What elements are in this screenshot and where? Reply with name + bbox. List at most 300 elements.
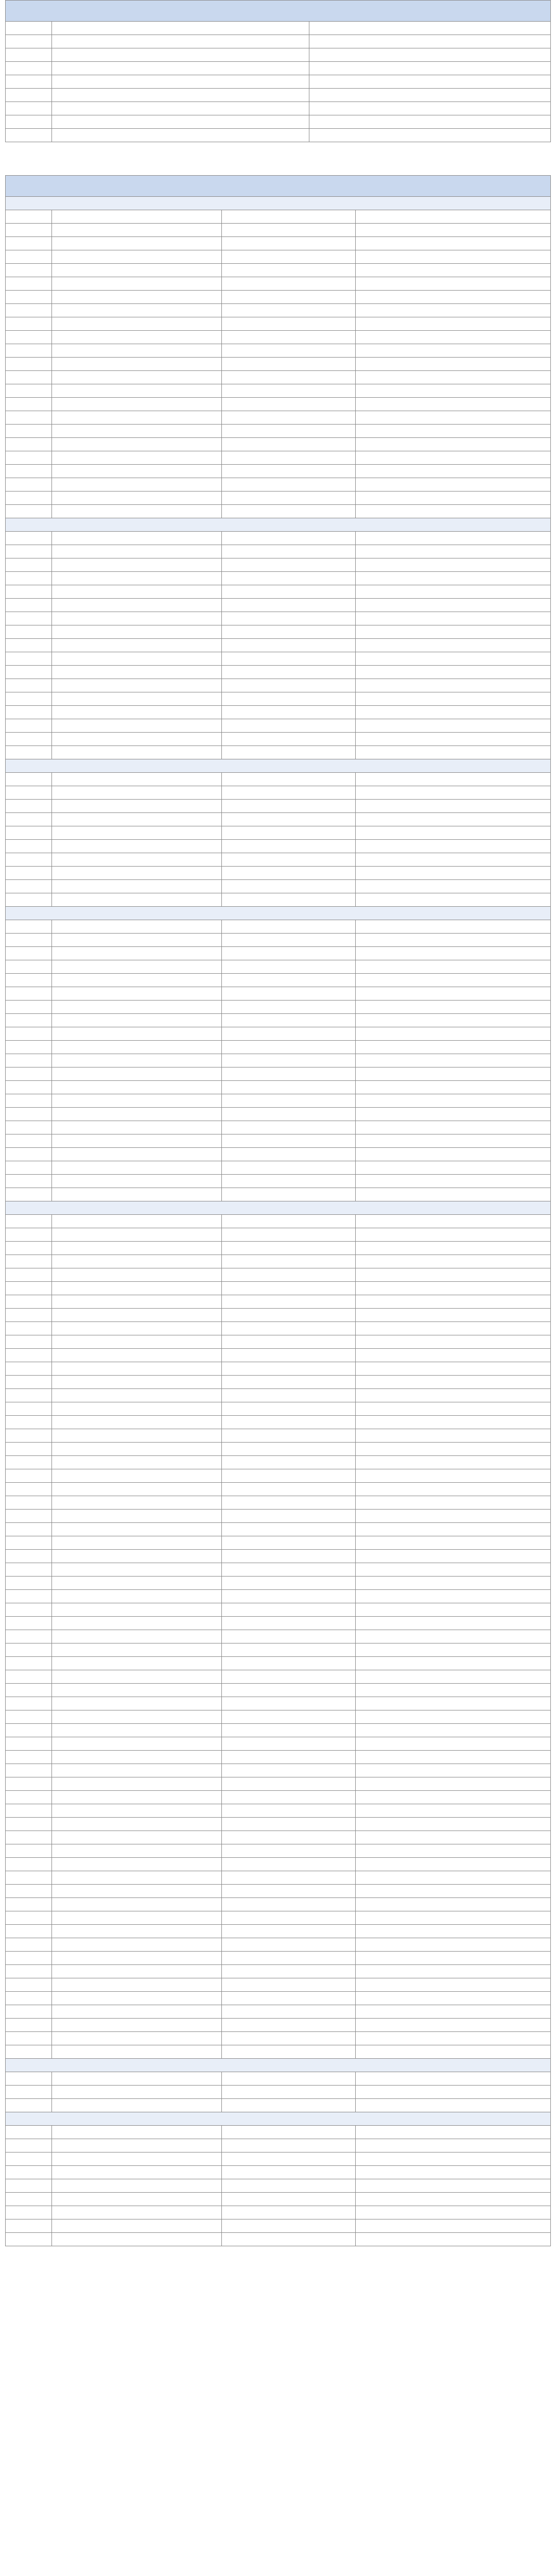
table-cell xyxy=(6,746,52,759)
table-cell xyxy=(356,1764,551,1777)
table-cell xyxy=(52,2206,222,2219)
table-cell xyxy=(222,1376,356,1389)
table-cell xyxy=(356,652,551,666)
table-cell xyxy=(356,934,551,947)
table-cell xyxy=(222,1751,356,1764)
table-row xyxy=(6,934,551,947)
table-cell xyxy=(356,2233,551,2246)
table-row xyxy=(6,2005,551,2019)
table-row xyxy=(6,1536,551,1550)
table-cell xyxy=(356,224,551,237)
table-row xyxy=(6,1630,551,1643)
col-header xyxy=(309,22,551,35)
table-cell xyxy=(222,277,356,291)
table-row xyxy=(6,692,551,706)
table-cell xyxy=(6,813,52,826)
table-cell xyxy=(222,425,356,438)
table-cell xyxy=(6,1054,52,1067)
table-cell xyxy=(356,840,551,853)
table-cell xyxy=(356,1938,551,1952)
table-cell xyxy=(52,893,222,907)
table-cell xyxy=(52,880,222,893)
table-cell xyxy=(6,1094,52,1108)
district-header-row xyxy=(6,197,551,210)
table-row xyxy=(6,719,551,733)
table-row xyxy=(6,237,551,250)
table-cell xyxy=(6,719,52,733)
table-cell xyxy=(52,1563,222,1577)
col-header xyxy=(222,2126,356,2139)
table-cell xyxy=(356,1563,551,1577)
table-cell xyxy=(6,1402,52,1416)
column-header-row xyxy=(6,920,551,934)
table-cell xyxy=(222,692,356,706)
table2-title xyxy=(5,175,551,196)
table-cell xyxy=(222,1697,356,1710)
table-cell xyxy=(222,558,356,572)
table-cell xyxy=(52,800,222,813)
table-row xyxy=(6,1804,551,1818)
table-cell xyxy=(356,1724,551,1737)
table-cell xyxy=(356,2005,551,2019)
table-cell xyxy=(356,505,551,518)
table-cell xyxy=(356,1456,551,1469)
table-row xyxy=(6,1148,551,1161)
table-cell xyxy=(356,545,551,558)
table-cell xyxy=(52,1818,222,1831)
table-cell xyxy=(6,2019,52,2032)
table-cell xyxy=(356,2045,551,2059)
table-cell xyxy=(6,572,52,585)
table-cell xyxy=(52,1001,222,1014)
table-cell xyxy=(6,1175,52,1188)
table-cell xyxy=(6,2032,52,2045)
table-cell xyxy=(222,1014,356,1027)
table-cell xyxy=(222,1764,356,1777)
table-cell xyxy=(52,1067,222,1081)
table-cell xyxy=(356,625,551,639)
table-row xyxy=(6,1255,551,1268)
table-cell xyxy=(52,612,222,625)
table-cell xyxy=(52,1858,222,1871)
table-cell xyxy=(222,880,356,893)
table-cell xyxy=(356,425,551,438)
col-header xyxy=(356,2072,551,2086)
table-cell xyxy=(6,585,52,599)
table-cell xyxy=(356,331,551,344)
table-cell xyxy=(6,880,52,893)
table-cell xyxy=(222,1925,356,1938)
table-row xyxy=(6,1590,551,1603)
table-row xyxy=(6,1550,551,1563)
district-header-row xyxy=(6,1201,551,1215)
table-cell xyxy=(222,960,356,974)
table-row xyxy=(6,1831,551,1844)
table-cell xyxy=(52,2019,222,2032)
table-cell xyxy=(222,331,356,344)
table-cell xyxy=(356,1965,551,1978)
district-name xyxy=(6,907,551,920)
table-cell xyxy=(356,2219,551,2233)
table-row xyxy=(6,115,551,129)
table-cell xyxy=(52,1389,222,1402)
table-cell xyxy=(52,1791,222,1804)
table-cell xyxy=(222,1456,356,1469)
table-cell xyxy=(222,826,356,840)
table-cell xyxy=(222,1429,356,1443)
district-name xyxy=(6,518,551,532)
table-cell xyxy=(356,1282,551,1295)
table-cell xyxy=(356,612,551,625)
table-row xyxy=(6,62,551,75)
table-cell xyxy=(356,1067,551,1081)
table-row xyxy=(6,291,551,304)
table-cell xyxy=(222,867,356,880)
table-cell xyxy=(6,1456,52,1469)
col-header xyxy=(6,2072,52,2086)
table-cell xyxy=(6,679,52,692)
table-cell xyxy=(6,438,52,451)
table-cell xyxy=(6,1510,52,1523)
table-cell xyxy=(356,572,551,585)
table-cell xyxy=(52,1242,222,1255)
table-cell xyxy=(6,1041,52,1054)
table-cell xyxy=(6,1871,52,1885)
table-row xyxy=(6,224,551,237)
table-cell xyxy=(222,545,356,558)
table-row xyxy=(6,639,551,652)
table-cell xyxy=(356,987,551,1001)
table-cell xyxy=(222,1081,356,1094)
table-cell xyxy=(356,853,551,867)
table-cell xyxy=(222,746,356,759)
table-cell xyxy=(52,1429,222,1443)
table-cell xyxy=(6,1603,52,1617)
table-cell xyxy=(356,1643,551,1657)
table-cell xyxy=(6,1898,52,1911)
table-row xyxy=(6,960,551,974)
district-name xyxy=(6,2059,551,2072)
table-row xyxy=(6,1081,551,1094)
table-cell xyxy=(52,1469,222,1483)
table-cell xyxy=(6,1108,52,1121)
table-cell xyxy=(222,1550,356,1563)
table-cell xyxy=(6,264,52,277)
table-cell xyxy=(52,545,222,558)
table-cell xyxy=(6,411,52,425)
table-row xyxy=(6,102,551,115)
table-cell xyxy=(6,1710,52,1724)
table-row xyxy=(6,358,551,371)
table-cell xyxy=(356,1844,551,1858)
table-cell xyxy=(52,1335,222,1349)
table-row xyxy=(6,384,551,398)
table-cell xyxy=(222,317,356,331)
table-cell xyxy=(222,358,356,371)
table-row xyxy=(6,1456,551,1469)
table-cell xyxy=(356,1831,551,1844)
table-cell xyxy=(222,2193,356,2206)
table-row xyxy=(6,893,551,907)
table-cell xyxy=(356,1751,551,1764)
table-cell xyxy=(52,692,222,706)
table-cell xyxy=(52,1322,222,1335)
table-cell xyxy=(6,1376,52,1389)
table-cell xyxy=(6,1389,52,1402)
table-cell xyxy=(52,1134,222,1148)
table-row xyxy=(6,800,551,813)
table-cell xyxy=(6,1751,52,1764)
table-cell xyxy=(52,1121,222,1134)
table-cell xyxy=(356,666,551,679)
table-cell xyxy=(6,1335,52,1349)
table-cell xyxy=(6,2193,52,2206)
table-row xyxy=(6,331,551,344)
table-cell xyxy=(52,1885,222,1898)
table-cell xyxy=(52,1724,222,1737)
table-cell xyxy=(222,2153,356,2166)
table-cell xyxy=(356,1081,551,1094)
table-cell xyxy=(52,1496,222,1510)
table-cell xyxy=(52,451,222,465)
table-cell xyxy=(356,304,551,317)
table-cell xyxy=(222,1416,356,1429)
table-cell xyxy=(52,1295,222,1309)
table-cell xyxy=(222,2032,356,2045)
table-cell xyxy=(52,1603,222,1617)
table-cell xyxy=(222,1175,356,1188)
table-row xyxy=(6,545,551,558)
table-cell xyxy=(356,1925,551,1938)
col-header xyxy=(356,2126,551,2139)
table-cell xyxy=(222,1148,356,1161)
table-cell xyxy=(6,1161,52,1175)
table-cell xyxy=(222,2233,356,2246)
table-cell xyxy=(356,1818,551,1831)
table-cell xyxy=(6,224,52,237)
table-cell xyxy=(6,1804,52,1818)
table-cell xyxy=(6,545,52,558)
table-cell xyxy=(222,1523,356,1536)
table-row xyxy=(6,1603,551,1617)
table-cell xyxy=(222,411,356,425)
table-cell xyxy=(356,2019,551,2032)
table-cell xyxy=(222,1322,356,1335)
table-row xyxy=(6,1925,551,1938)
col-header xyxy=(52,2072,222,2086)
table-row xyxy=(6,1724,551,1737)
table-row xyxy=(6,2139,551,2153)
table-cell xyxy=(356,867,551,880)
table-cell xyxy=(6,425,52,438)
table-cell xyxy=(52,1362,222,1376)
table-cell xyxy=(356,2179,551,2193)
table-row xyxy=(6,1844,551,1858)
table-cell xyxy=(6,1228,52,1242)
col-header xyxy=(52,1215,222,1228)
table-cell xyxy=(52,1523,222,1536)
table-cell xyxy=(356,1362,551,1376)
table-row xyxy=(6,1161,551,1175)
table-cell xyxy=(222,2166,356,2179)
table-cell xyxy=(52,304,222,317)
table-row xyxy=(6,1885,551,1898)
table-cell xyxy=(6,344,52,358)
table-cell xyxy=(222,1335,356,1349)
table-cell xyxy=(222,853,356,867)
table-row xyxy=(6,2045,551,2059)
table-cell xyxy=(222,224,356,237)
table-cell xyxy=(356,893,551,907)
table-row xyxy=(6,786,551,800)
table-cell xyxy=(52,1590,222,1603)
table-cell xyxy=(6,1416,52,1429)
table-row xyxy=(6,1911,551,1925)
table-cell xyxy=(6,1818,52,1831)
table-cell xyxy=(52,2233,222,2246)
table-cell xyxy=(356,2153,551,2166)
table-cell xyxy=(6,1268,52,1282)
table-row xyxy=(6,2153,551,2166)
table-cell xyxy=(52,1670,222,1684)
column-header-row xyxy=(6,532,551,545)
table-cell xyxy=(52,1577,222,1590)
table-cell xyxy=(356,2032,551,2045)
table-cell xyxy=(356,1134,551,1148)
table-row xyxy=(6,1054,551,1067)
column-header-row xyxy=(6,2072,551,2086)
table-cell xyxy=(52,1804,222,1818)
table-cell xyxy=(222,1282,356,1295)
table-cell xyxy=(356,746,551,759)
table-cell xyxy=(6,1134,52,1148)
table-cell xyxy=(6,478,52,492)
table-row xyxy=(6,277,551,291)
table-row xyxy=(6,1898,551,1911)
table-cell xyxy=(356,2193,551,2206)
col-header xyxy=(6,22,52,35)
table-row xyxy=(6,1001,551,1014)
table-cell xyxy=(6,358,52,371)
col-header xyxy=(52,532,222,545)
table-cell xyxy=(52,1416,222,1429)
table-row xyxy=(6,478,551,492)
table-cell xyxy=(52,331,222,344)
table-cell xyxy=(356,2086,551,2099)
table-cell xyxy=(6,1925,52,1938)
table-cell xyxy=(52,1483,222,1496)
table-row xyxy=(6,1563,551,1577)
table-cell xyxy=(222,1858,356,1871)
table-cell xyxy=(222,706,356,719)
table-cell xyxy=(222,264,356,277)
table-cell xyxy=(6,2005,52,2019)
table-cell xyxy=(52,960,222,974)
table-cell xyxy=(222,652,356,666)
table1-header-row xyxy=(6,22,551,35)
col-header xyxy=(52,920,222,934)
district-header-row xyxy=(6,907,551,920)
unit-hotline-table xyxy=(5,175,551,2246)
table-row xyxy=(6,411,551,425)
table-cell xyxy=(6,974,52,987)
table-cell xyxy=(52,1376,222,1389)
col-header xyxy=(6,2126,52,2139)
table-cell xyxy=(6,2206,52,2219)
table-cell xyxy=(52,1108,222,1121)
table-cell xyxy=(6,1282,52,1295)
table-row xyxy=(6,1577,551,1590)
table-cell xyxy=(52,1617,222,1630)
table-cell xyxy=(52,1710,222,1724)
table-cell xyxy=(356,1322,551,1335)
table-cell xyxy=(52,719,222,733)
table-cell xyxy=(52,2219,222,2233)
col-header xyxy=(222,1215,356,1228)
table-cell xyxy=(356,1992,551,2005)
table-cell xyxy=(6,1858,52,1871)
table-cell xyxy=(52,666,222,679)
table-cell xyxy=(356,786,551,800)
table-cell xyxy=(356,1349,551,1362)
department-hotline-table xyxy=(5,0,551,142)
table-cell xyxy=(222,2206,356,2219)
table-cell xyxy=(6,1027,52,1041)
table-cell xyxy=(52,1536,222,1550)
table-cell xyxy=(6,947,52,960)
table-cell xyxy=(52,1094,222,1108)
col-header xyxy=(356,773,551,786)
table-row xyxy=(6,840,551,853)
table-row xyxy=(6,304,551,317)
table-cell xyxy=(356,277,551,291)
table-cell xyxy=(6,1590,52,1603)
table-cell xyxy=(356,1603,551,1617)
table-cell xyxy=(356,1148,551,1161)
table-cell xyxy=(6,960,52,974)
table-cell xyxy=(52,505,222,518)
table-cell xyxy=(356,371,551,384)
table-cell xyxy=(6,1831,52,1844)
table-row xyxy=(6,974,551,987)
table-cell xyxy=(52,1309,222,1322)
table-cell xyxy=(222,1898,356,1911)
table-cell xyxy=(6,826,52,840)
district-header-row xyxy=(6,2112,551,2126)
table1-title xyxy=(5,0,551,21)
table-cell xyxy=(6,1362,52,1376)
table-row xyxy=(6,1643,551,1657)
table-cell xyxy=(356,1014,551,1027)
table-cell xyxy=(6,1081,52,1094)
table-cell xyxy=(222,1724,356,1737)
table-cell xyxy=(356,1389,551,1402)
table-cell xyxy=(356,1309,551,1322)
table-row xyxy=(6,558,551,572)
table-cell xyxy=(222,2179,356,2193)
table-cell xyxy=(356,264,551,277)
table-cell xyxy=(52,1938,222,1952)
table-cell xyxy=(356,291,551,304)
table-cell xyxy=(222,893,356,907)
table-row xyxy=(6,2179,551,2193)
table-cell xyxy=(52,224,222,237)
table-cell xyxy=(52,2086,222,2099)
column-header-row xyxy=(6,1215,551,1228)
table-cell xyxy=(356,1335,551,1349)
col-header xyxy=(6,532,52,545)
table-cell xyxy=(222,1067,356,1081)
